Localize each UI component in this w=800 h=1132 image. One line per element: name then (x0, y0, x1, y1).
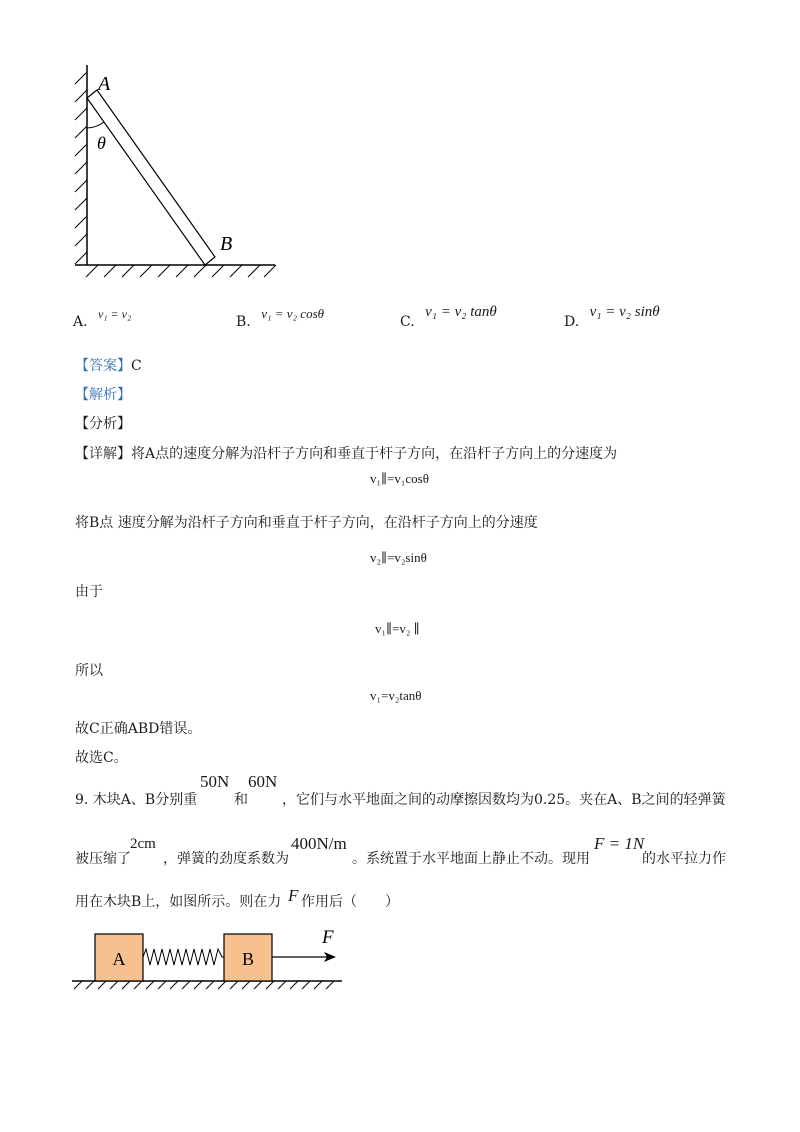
block-b-label: B (241, 949, 255, 969)
block-a-label: A (112, 949, 126, 969)
equation-1: v₁∥=v₁cosθ (370, 471, 429, 486)
q9-compression: 2cm (130, 836, 156, 852)
q9-text-7: 用在木块B上，如图所示。则在力 (75, 894, 282, 910)
option-c-letter: C. (400, 314, 415, 330)
option-c-formula: v₁ = v₂ tanθ (425, 304, 497, 320)
option-b-formula: v₁ = v₂ cosθ (261, 306, 325, 321)
answer-value: C (131, 358, 142, 374)
detail-label: 【详解】 (75, 446, 131, 462)
detail-text1: 将A点的速度分解为沿杆子方向和垂直于杆子方向，在沿杆子方向上的分速度为 (131, 446, 618, 462)
q9-force-var: F (288, 886, 299, 905)
rod-wall-diagram (60, 60, 290, 290)
q9-text-3: 被压缩了 (75, 851, 131, 867)
label-a: A (98, 73, 111, 95)
because-text: 由于 (75, 584, 103, 600)
q9-text-4: ，弹簧的劲度系数为 (163, 851, 289, 867)
option-a-letter: A. (73, 314, 88, 330)
equation-4: v₁=v₂tanθ (370, 688, 422, 703)
option-d-letter: D. (564, 314, 580, 330)
analysis-label: 【解析】 (75, 387, 131, 403)
spring (143, 949, 224, 965)
option-a[interactable] (73, 307, 132, 330)
q9-text-2: ，它们与水平地面之间的动摩擦因数均为0.25。夹在A、B之间的轻弹簧 (282, 792, 726, 808)
detail-line1 (75, 443, 617, 463)
equation-2: v₂∥=v₂sinθ (370, 550, 427, 565)
label-b: B (220, 233, 233, 255)
q9-and: 和 (234, 792, 248, 808)
q9-weight-b: 60N (248, 772, 278, 791)
option-d[interactable] (564, 304, 660, 331)
option-a-formula: v₁ = v₂ (98, 307, 132, 321)
force-label: F (322, 927, 334, 948)
blocks-spring-diagram (70, 925, 350, 995)
q9-weight-a: 50N (200, 772, 230, 791)
conclusion-text: 故C正确ABD错误。 (75, 721, 202, 737)
option-d-formula: v₁ = v₂ sinθ (589, 304, 660, 320)
q9-text-1: 9. 木块A、B分别重 (75, 792, 198, 808)
q9-text-8: 作用后（ ） (301, 894, 399, 910)
answer-label: 【答案】 (75, 358, 131, 374)
q9-spring-constant: 400N/m (291, 834, 347, 853)
option-c[interactable] (400, 304, 497, 331)
option-b[interactable] (236, 306, 325, 330)
fenxi-label: 【分析】 (75, 416, 131, 432)
answer-line (75, 355, 142, 375)
q9-force-value: F = 1N (594, 834, 645, 853)
label-theta: θ (97, 133, 106, 153)
detail-line2: 将B点 速度分解为沿杆子方向和垂直于杆子方向，在沿杆子方向上的分速度 (75, 515, 538, 531)
q9-text-6: 的水平拉力作 (642, 851, 726, 867)
choice-text: 故选C。 (75, 750, 128, 766)
so-text: 所以 (75, 663, 103, 679)
option-b-letter: B. (236, 314, 251, 330)
q9-text-5: 。系统置于水平地面上静止不动。现用 (352, 851, 590, 867)
equation-3: v₁∥=v₂ ∥ (375, 621, 420, 636)
